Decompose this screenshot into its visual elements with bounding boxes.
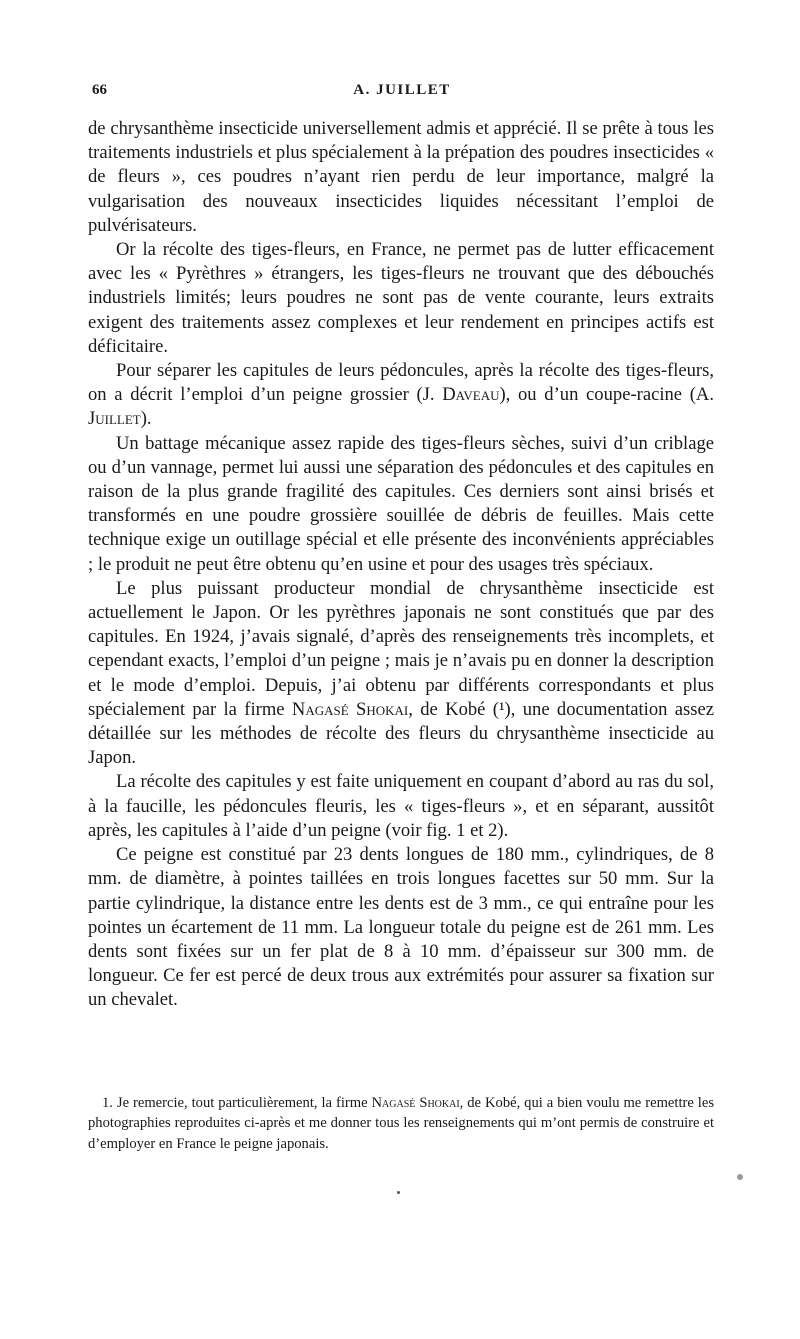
running-head: A. JUILLET: [353, 82, 451, 98]
author-name-daveau: Daveau: [442, 384, 500, 406]
paragraph-4: Un battage mécanique assez rapide des tiges-fleurs sèches, suivi d’un criblage ou d’un vannage, permet lui aussi une séparation des pédoncules et des capitules en raison de la plus grande fragilité des capitules. Ces derniers sont ainsi brisés et transformés en une poudre grossière souillée de débris de feuilles. Mais cette technique exige un outillage spécial et elle présente des inconvénients appréciables ; le produit ne peut être obtenu qu’en usine et pour des usages très spéciaux.: [88, 432, 714, 575]
paragraph-7: Ce peigne est constitué par 23 dents longues de 180 mm., cylindriques, de 8 mm. de diamètre, à pointes taillées en trois longues facettes sur 50 mm. Sur la partie cylindrique, la distance entre les dents est de 3 mm., ce qui entraîne pour les pointes un écartement de 11 mm. La longueur totale du peigne est de 261 mm. Les dents sont fixées sur un fer plat de 8 à 10 mm. d’épaisseur sur 300 mm. de longueur. Ce fer est percé de deux trous aux extrémités pour assurer sa fixation sur un chevalet.: [88, 844, 714, 1011]
footnote-firm-name: Nagasé Shokai: [371, 1095, 460, 1111]
page-number: 66: [92, 82, 107, 98]
paragraph-3-end: ).: [140, 408, 152, 430]
paragraph-3-mid: ), ou d’un coupe-racine (A.: [499, 384, 714, 406]
paragraph-5-end: , de Kobé (¹), une documentation assez détaillée sur les méthodes de récolte des fleurs du chrysanthème insecticide au Japon.: [88, 698, 714, 769]
paragraph-3: [88, 359, 714, 432]
paragraph-5-start: Le plus puissant producteur mondial de chrysanthème insecticide est actuellement le Japon. Or les pyrèthres japonais ne sont constitués que par des capitules. En 1924, j’avais signalé, d’après des renseignements très incomplets, et cependant exacts, l’emploi d’un peigne ; mais je n’avais pu en donner la description et le mode d’emploi. Depuis, j’ai obtenu par différents correspondants et plus spécialement par la firme: [88, 577, 714, 720]
paragraph-2: Or la récolte des tiges-fleurs, en France, ne permet pas de lutter efficacement avec les « Pyrèthres » étrangers, les tiges-fleurs ne trouvant que des débouchés industriels limités; leurs poudres ne sont pas de vente courante, leurs extraits exigent des traitements assez complexes et leur rendement en principes actifs est déficitaire.: [88, 239, 714, 357]
footnote: [88, 1093, 714, 1154]
page-header: [92, 82, 712, 102]
paragraph-3-start: Pour séparer les capitules de leurs pédoncules, après la récolte des tiges-fleurs, on a décrit l’emploi d’un peigne grossier (J.: [88, 360, 714, 406]
body-text: [88, 117, 714, 1013]
firm-name: Nagasé Shokai: [291, 698, 409, 720]
paragraph-6: La récolte des capitules y est faite uniquement en coupant d’abord au ras du sol, à la faucille, les pédoncules fleuris, les « tiges-fleurs », et en séparant, aussitôt après, les capitules à l’aide d’un peigne (voir fig. 1 et 2).: [88, 771, 714, 841]
footnote-end: , de Kobé, qui a bien voulu me remettre les photographies reproduites ci-après et me donner tous les renseignements qui m’ont permis de construire et d’employer en France le peigne japonais.: [88, 1095, 714, 1152]
footnote-start: 1. Je remercie, tout particulièrement, la firme: [102, 1095, 372, 1111]
ink-dot: [397, 1191, 400, 1194]
paragraph-1: de chrysanthème insecticide universellement admis et apprécié. Il se prête à tous les traitements industriels et plus spécialement à la prépation des poudres insecticides « de fleurs », ces poudres n’ayant rien perdu de leur importance, malgré la vulgarisation des nouveaux insecticides liquides nécessitant l’emploi de pulvérisateurs.: [88, 118, 714, 236]
ink-speck: [737, 1174, 743, 1180]
paragraph-5: [88, 577, 714, 771]
author-name-juillet: Juillet: [88, 408, 141, 430]
